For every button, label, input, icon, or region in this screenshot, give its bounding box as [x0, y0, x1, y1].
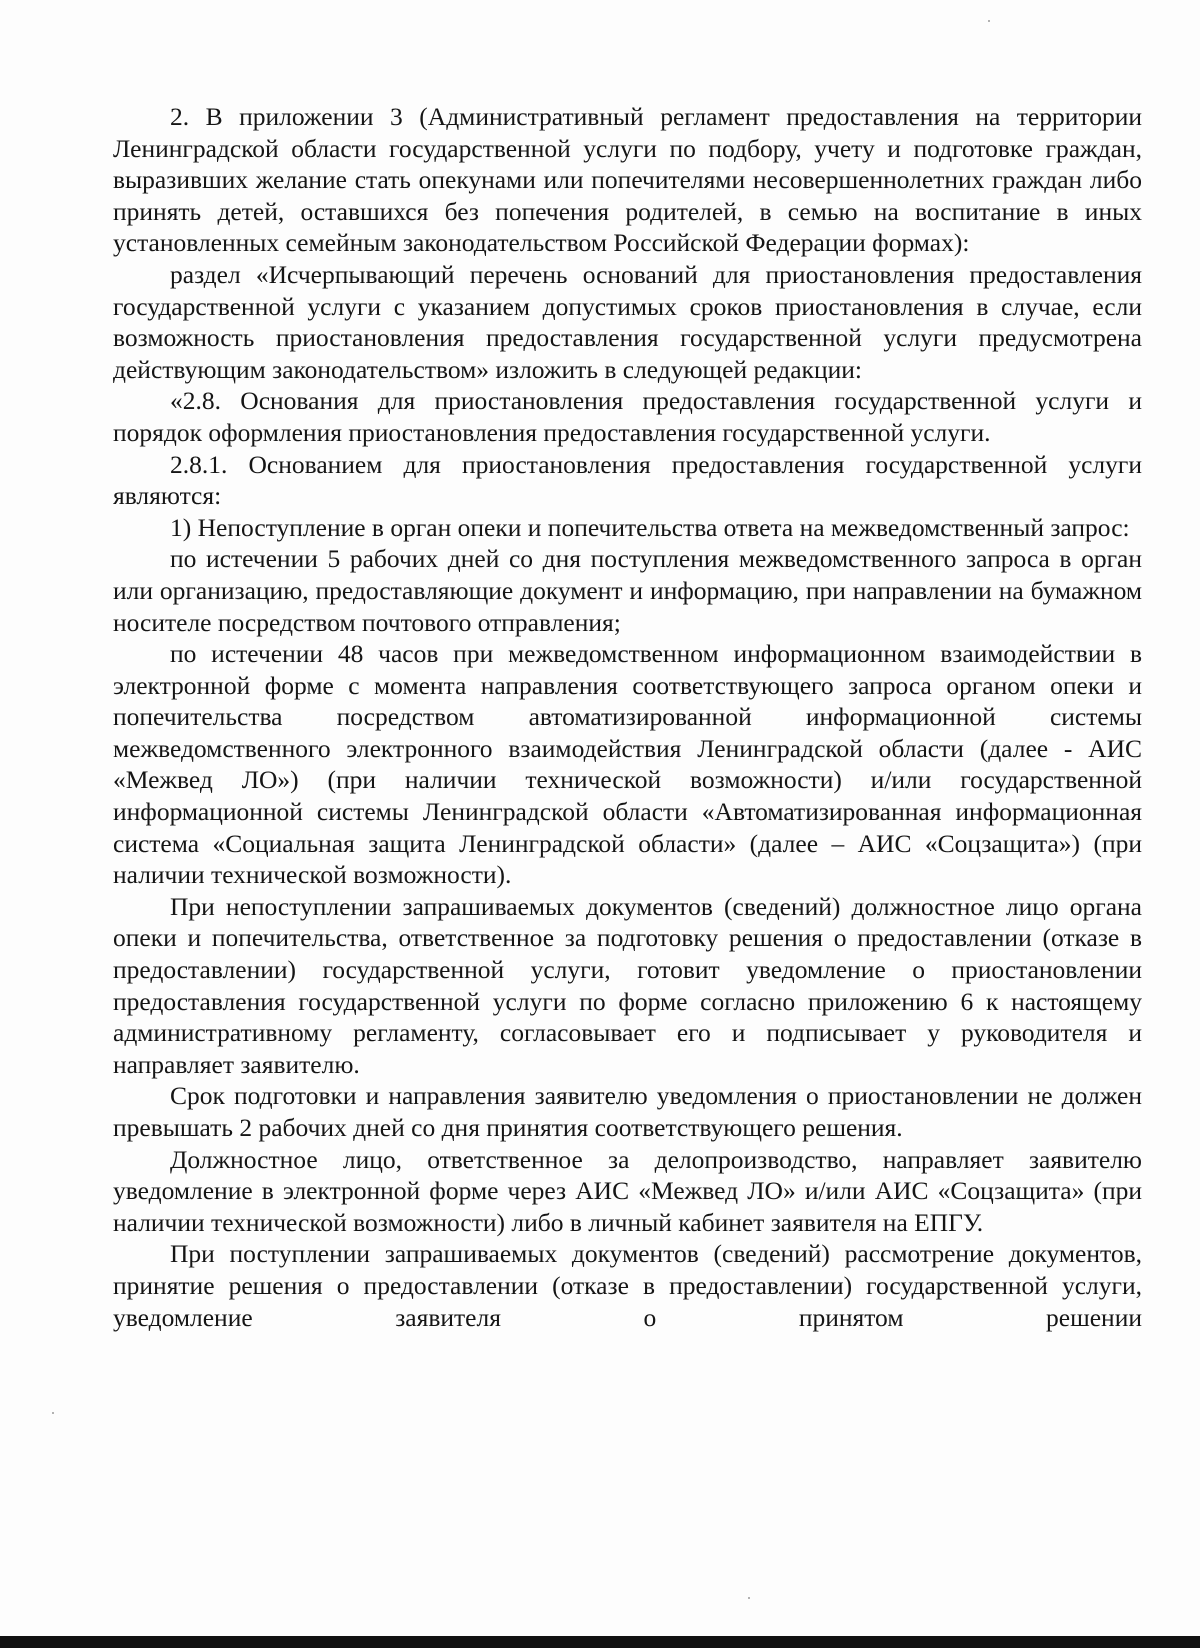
- scan-bottom-edge: [0, 1636, 1200, 1648]
- paragraph-9: Срок подготовки и направления заявителю уведомления о приостановлении не должен превышать 2 рабочих дней со дня принятия соответствующего решения.: [113, 1081, 1142, 1142]
- paragraph-6: по истечении 5 рабочих дней со дня поступления межведомственного запроса в орган или организацию, предоставляющие документ и информацию, при направлении на бумажном носителе посредством почтового отправления;: [113, 544, 1142, 637]
- paragraph-4: 2.8.1. Основанием для приостановления предоставления государственной услуги являются:: [113, 449, 1142, 511]
- paragraph-5: 1) Непоступление в орган опеки и попечительства ответа на межведомственный запрос:: [170, 512, 1130, 542]
- document-body: [113, 101, 1142, 1333]
- paragraph-2: раздел «Исчерпывающий перечень оснований для приостановления предоставления государственной услуги с указанием допустимых сроков приостановления в случае, если возможность приостановления предоставления государственной услуги предусмотрена действующим законодательством» изложить в следующей редакции:: [113, 259, 1142, 384]
- paragraph-1: 2. В приложении 3 (Административный регламент предоставления на территории Ленинградской области государственной услуги по подбору, учету и подготовке граждан, выразивших желание стать опекунами или попечителями несовершеннолетних граждан либо принять детей, оставшихся без попечения родителей, в семью на воспитание в иных установленных семейным законодательством Российской Федерации формах):: [113, 102, 1142, 258]
- paragraph-10: Должностное лицо, ответственное за делопроизводство, направляет заявителю уведомление в электронной форме через АИС «Межвед ЛО» и/или АИС «Соцзащита» (при наличии технической возможности) либо в личный кабинет заявителя на ЕПГУ.: [113, 1144, 1142, 1237]
- scan-speck: [748, 1597, 750, 1599]
- paragraph-7: по истечении 48 часов при межведомственном информационном взаимодействии в электронной форме с момента направления соответствующего запроса органом опеки и попечительства посредством автоматизированной информационной системы межведомственного электронного взаимодействия Ленинградской области (далее - АИС «Межвед ЛО») (при наличии технической возможности) и/или государственной информационной системы Ленинградской области «Автоматизированная информационная система «Социальная защита Ленинградской области» (далее – АИС «Соцзащита») (при наличии технической возможности).: [113, 639, 1142, 890]
- paragraph-11: При поступлении запрашиваемых документов (сведений) рассмотрение документов, принятие решения о предоставлении (отказе в предоставлении) государственной услуги, уведомление заявителя о принятом решении: [113, 1239, 1142, 1332]
- scan-speck: [52, 1412, 54, 1414]
- paragraph-8: При непоступлении запрашиваемых документов (сведений) должностное лицо органа опеки и попечительства, ответственное за подготовку решения о предоставлении (отказе в предоставлении) государственной услуги, готовит уведомление о приостановлении предоставления государственной услуги по форме согласно приложению 6 к настоящему административному регламенту, согласовывает его и подписывает у руководителя и направляет заявителю.: [113, 891, 1142, 1079]
- scan-speck: [988, 20, 990, 22]
- paragraph-3: «2.8. Основания для приостановления предоставления государственной услуги и порядок оформления приостановления предоставления государственной услуги.: [113, 386, 1142, 447]
